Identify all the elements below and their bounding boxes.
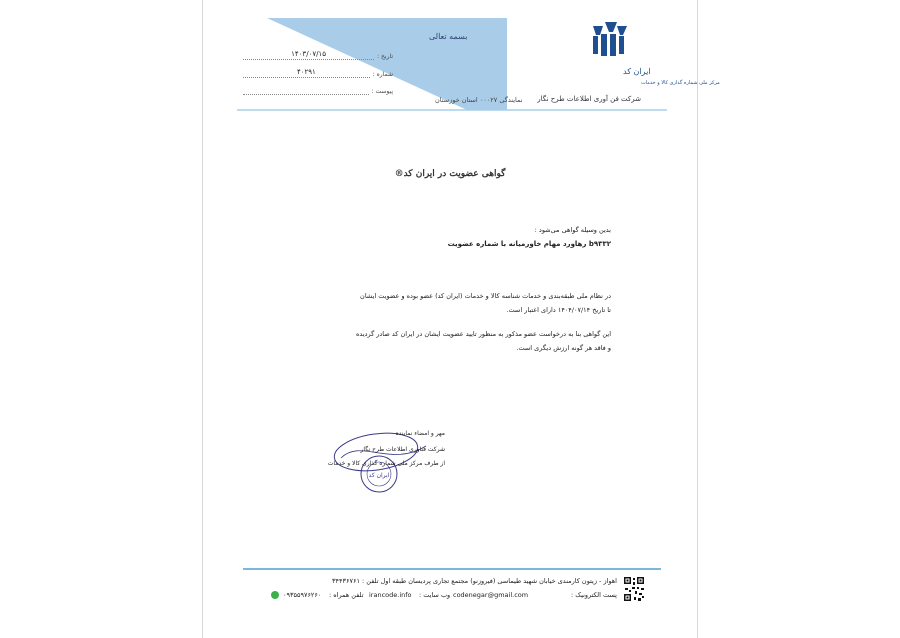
number-label: شماره : (372, 71, 393, 78)
attachment-value (243, 85, 369, 95)
number-value: ۴۰۲۹۱ (243, 68, 370, 78)
footer-email[interactable]: codenegar@gmail.com (453, 591, 529, 599)
signature-line-3: از طرف مرکز ملی شماره گذاری کالا و خدمات (327, 460, 445, 467)
qr-code-icon (623, 576, 645, 602)
company-name: شرکت فن آوری اطلاعات طرح نگار (537, 95, 641, 103)
logo-subcaption: مرکز ملی شماره گذاری کالا و خدمات (641, 80, 720, 86)
whatsapp-icon (271, 591, 279, 599)
date-row (243, 50, 393, 60)
certificate-title: گواهی عضویت در ایران کد® (394, 169, 506, 179)
irancode-logo (553, 16, 720, 88)
signature-line-1: مهر و امضاء نماینده (395, 430, 445, 437)
body-line-4: تا تاریخ ۱۴۰۴/۰۷/۱۴ دارای اعتبار است. (506, 306, 611, 314)
footer-email-label: پست الکترونیک : (571, 591, 617, 599)
footer-mobile-label: تلفن همراه : (329, 591, 364, 599)
representative-label: نمایندگی ۰۰۰۲۷ استان خوزستان (435, 96, 523, 104)
body-line-5: این گواهی بنا به درخواست عضو مذکور به منظور تایید عضویت ایشان در ایران کد صادر گردیده (356, 330, 611, 338)
footer-address: اهواز - زیتون کارمندی خیابان شهید طیماسی (فیروزنو) مجتمع تجاری پردیسان طبقه اول تلفن : ۳۴۴۳۶۷۶۱ (332, 577, 617, 585)
basmala: بسمه تعالی (429, 32, 468, 41)
footer-divider (243, 568, 661, 570)
number-row (243, 68, 393, 78)
attachment-row (243, 85, 393, 95)
footer-website[interactable]: irancode.info (369, 591, 412, 599)
body-line-2: b۹۳۳۲ رهاورد مهام خاورمیانه با شماره عضویت (447, 240, 611, 248)
body-line-6: و فاقد هر گونه ارزش دیگری است. (516, 344, 611, 352)
date-label: تاریخ : (377, 53, 393, 60)
footer-website-label: وب سایت : (419, 591, 451, 599)
logo-caption: ایران کد (623, 67, 651, 76)
date-value: ۱۴۰۳/۰۷/۱۵ (243, 50, 374, 60)
stamp-text: ایران کد (368, 472, 390, 479)
signature-line-2: شرکت فناوری اطلاعات طرح نگار (360, 446, 445, 453)
footer-mobile: ۰۹۳۵۵۹۷۶۲۶۰ (283, 591, 322, 599)
body-line-3: در نظام ملی طبقه‌بندی و خدمات شناسه کالا و خدمات (ایران کد) عضو بوده و عضویت ایشان (360, 292, 611, 300)
certificate-page (203, 0, 720, 638)
body-line-1: بدین وسیله گواهی می‌شود : (534, 226, 611, 234)
attachment-label: پیوست : (371, 88, 393, 95)
